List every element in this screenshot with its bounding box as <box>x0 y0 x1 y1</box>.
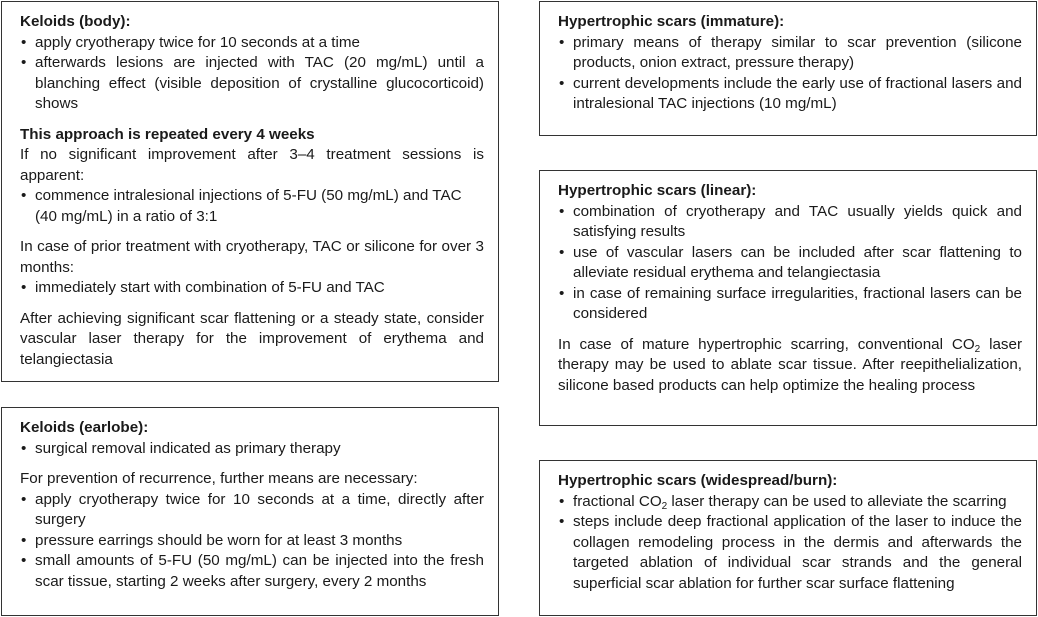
list-item: • combination of cryotherapy and TAC usually yields quick and satisfying results <box>558 202 1022 243</box>
list-item: • afterwards lesions are injected with TAC (20 mg/mL) until a blanching effect (visible deposition of crystalline glucocorticoid) shows <box>20 53 484 115</box>
keloids-earlobe-title: Keloids (earlobe): <box>20 419 149 436</box>
keloids-earlobe-list-2 <box>20 490 484 593</box>
no-improvement-text: If no significant improvement after 3–4 treatment sessions is apparent: <box>20 146 484 184</box>
list-item: • surgical removal indicated as primary therapy <box>20 439 484 460</box>
keloids-body-list-2 <box>20 186 484 227</box>
hypertrophic-immature-title: Hypertrophic scars (immature): <box>558 13 785 30</box>
hypertrophic-widespread-list <box>558 492 1022 595</box>
after-flattening-text: After achieving significant scar flattening or a steady state, consider vascular laser therapy for the improvement of erythema and telangiectasia <box>20 309 484 368</box>
keloids-body-box <box>1 1 499 382</box>
keloids-earlobe-box <box>1 407 499 616</box>
list-item: • current developments include the early use of fractional lasers and intralesional TAC injections (10 mg/mL) <box>558 74 1022 115</box>
list-item: • apply cryotherapy twice for 10 seconds at a time, directly after surgery <box>20 490 484 531</box>
hypertrophic-immature-list <box>558 33 1022 115</box>
co2-subscript: 2 <box>974 343 981 355</box>
hypertrophic-widespread-title: Hypertrophic scars (widespread/burn): <box>558 472 838 489</box>
keloids-earlobe-list-1 <box>20 439 484 460</box>
hypertrophic-immature-box <box>539 1 1037 136</box>
list-item: • immediately start with combination of 5-FU and TAC <box>20 278 484 299</box>
list-item: • primary means of therapy similar to scar prevention (silicone products, onion extract, pressure therapy) <box>558 33 1022 74</box>
hypertrophic-widespread-box <box>539 460 1037 616</box>
list-item: • in case of remaining surface irregularities, fractional lasers can be considered <box>558 284 1022 325</box>
bullet-text-start: fractional CO <box>573 492 662 510</box>
prior-treatment-text: In case of prior treatment with cryotherapy, TAC or silicone for over 3 months: <box>20 238 484 276</box>
list-item: • pressure earrings should be worn for at least 3 months <box>20 531 484 552</box>
list-item: • use of vascular lasers can be included after scar flattening to alleviate residual erythema and telangiectasia <box>558 243 1022 284</box>
prevention-text: For prevention of recurrence, further means are necessary: <box>20 470 418 487</box>
list-item <box>558 492 1022 513</box>
keloids-body-title: Keloids (body): <box>20 13 131 30</box>
co2-subscript: 2 <box>661 500 668 512</box>
repeat-heading: This approach is repeated every 4 weeks <box>20 125 315 143</box>
keloids-body-list-3 <box>20 278 484 299</box>
mature-text-end: laser therapy may be used to ablate scar tissue. After reepithelialization, silicone based products can help optimize the healing process <box>558 335 1023 394</box>
list-item: • small amounts of 5-FU (50 mg/mL) can be injected into the fresh scar tissue, starting 2 weeks after surgery, every 2 months <box>20 551 484 592</box>
list-item: • commence intralesional injections of 5-FU (50 mg/mL) and TAC (40 mg/mL) in a ratio of 3:1 <box>20 186 484 227</box>
mature-scarring-text <box>558 335 1022 397</box>
list-item: • apply cryotherapy twice for 10 seconds at a time <box>20 33 484 54</box>
hypertrophic-linear-list <box>558 202 1022 325</box>
list-item: • steps include deep fractional application of the laser to induce the collagen remodeling process in the dermis and afterwards the targeted ablation of individual scar strands and the general superficial scar ablation for further scar surface flattening <box>558 512 1022 594</box>
hypertrophic-linear-box <box>539 170 1037 426</box>
hypertrophic-linear-title: Hypertrophic scars (linear): <box>558 182 757 199</box>
keloids-body-list-1 <box>20 33 484 115</box>
mature-text-start: In case of mature hypertrophic scarring, conventional CO <box>558 335 975 353</box>
bullet-text-end: laser therapy can be used to alleviate the scarring <box>667 492 1007 510</box>
